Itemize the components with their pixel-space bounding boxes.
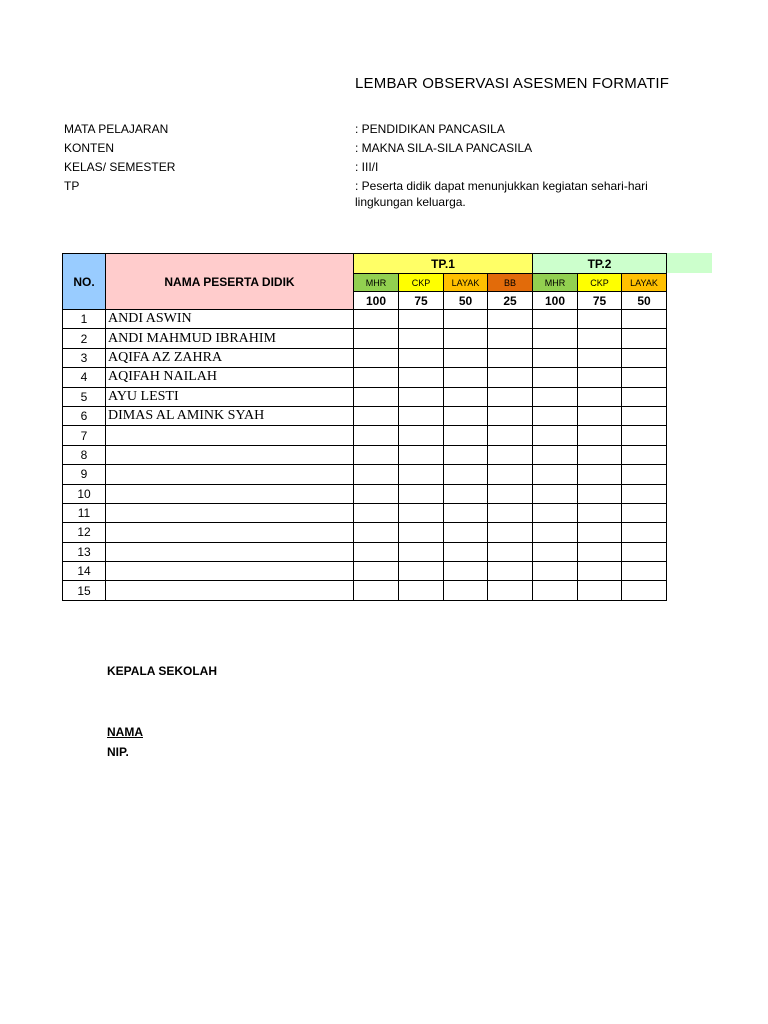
score-cell[interactable] — [488, 503, 533, 522]
observation-table — [62, 253, 667, 601]
score-cell[interactable] — [444, 484, 488, 503]
score-cell[interactable] — [488, 484, 533, 503]
score-cell[interactable] — [578, 542, 622, 561]
table-row — [63, 310, 667, 329]
score-cell[interactable] — [578, 310, 622, 329]
table-row — [63, 562, 667, 581]
table-row — [63, 348, 667, 367]
score-cell[interactable] — [533, 348, 578, 367]
score-cell[interactable] — [354, 503, 399, 522]
score-cell[interactable] — [533, 387, 578, 406]
student-name[interactable]: AQIFAH NAILAH — [106, 368, 354, 387]
score-cell[interactable] — [399, 426, 444, 445]
table-row — [63, 503, 667, 522]
score-cell[interactable] — [578, 484, 622, 503]
meta-value-tp-line2: lingkungan keluarga. — [355, 195, 466, 209]
tp2-ckp-header: CKP — [578, 274, 622, 292]
score-cell[interactable] — [578, 348, 622, 367]
score-cell[interactable] — [488, 562, 533, 581]
score-cell[interactable] — [354, 329, 399, 348]
score-cell[interactable] — [399, 581, 444, 600]
row-number: 8 — [63, 445, 106, 464]
row-number: 4 — [63, 368, 106, 387]
student-name[interactable] — [106, 445, 354, 464]
score-cell[interactable] — [578, 581, 622, 600]
tp2-header-overflow — [667, 253, 712, 273]
row-number: 1 — [63, 310, 106, 329]
tp2-ckp-score: 75 — [578, 292, 622, 310]
score-cell[interactable] — [622, 562, 667, 581]
score-cell[interactable] — [578, 329, 622, 348]
score-cell[interactable] — [622, 406, 667, 425]
student-name[interactable] — [106, 484, 354, 503]
score-cell[interactable] — [354, 523, 399, 542]
score-cell[interactable] — [622, 581, 667, 600]
tp1-bb-header: BB — [488, 274, 533, 292]
row-number: 14 — [63, 562, 106, 581]
student-name[interactable]: ANDI ASWIN — [106, 310, 354, 329]
row-number: 7 — [63, 426, 106, 445]
score-cell[interactable] — [399, 445, 444, 464]
score-cell[interactable] — [488, 581, 533, 600]
row-number: 6 — [63, 406, 106, 425]
score-cell[interactable] — [578, 465, 622, 484]
score-cell[interactable] — [578, 387, 622, 406]
student-name[interactable]: ANDI MAHMUD IBRAHIM — [106, 329, 354, 348]
student-name[interactable] — [106, 426, 354, 445]
score-cell[interactable] — [354, 310, 399, 329]
score-cell[interactable] — [444, 329, 488, 348]
student-name[interactable] — [106, 465, 354, 484]
tp2-layak-score: 50 — [622, 292, 667, 310]
score-cell[interactable] — [578, 503, 622, 522]
score-cell[interactable] — [488, 406, 533, 425]
row-number: 15 — [63, 581, 106, 600]
student-name[interactable] — [106, 581, 354, 600]
score-cell[interactable] — [399, 523, 444, 542]
score-cell[interactable] — [399, 387, 444, 406]
row-number: 3 — [63, 348, 106, 367]
score-cell[interactable] — [578, 445, 622, 464]
score-cell[interactable] — [399, 406, 444, 425]
student-name[interactable] — [106, 542, 354, 561]
score-cell[interactable] — [444, 387, 488, 406]
score-cell[interactable] — [622, 368, 667, 387]
score-cell[interactable] — [578, 523, 622, 542]
student-name[interactable]: DIMAS AL AMINK SYAH — [106, 406, 354, 425]
document-title: LEMBAR OBSERVASI ASESMEN FORMATIF — [355, 75, 670, 92]
header-tp2: TP.2 — [533, 254, 667, 274]
tp1-ckp-header: CKP — [399, 274, 444, 292]
meta-value-subject: : PENDIDIKAN PANCASILA — [355, 122, 505, 136]
score-cell[interactable] — [444, 523, 488, 542]
score-cell[interactable] — [444, 368, 488, 387]
table-row — [63, 465, 667, 484]
score-cell[interactable] — [354, 484, 399, 503]
score-cell[interactable] — [622, 503, 667, 522]
score-cell[interactable] — [533, 368, 578, 387]
tp2-mhr-header: MHR — [533, 274, 578, 292]
score-cell[interactable] — [533, 426, 578, 445]
tp2-mhr-score: 100 — [533, 292, 578, 310]
score-cell[interactable] — [444, 562, 488, 581]
meta-value-tp: : Peserta didik dapat menunjukkan kegiatan sehari-hari — [355, 179, 648, 193]
score-cell[interactable] — [533, 310, 578, 329]
score-cell[interactable] — [399, 542, 444, 561]
score-cell[interactable] — [622, 310, 667, 329]
score-cell[interactable] — [533, 329, 578, 348]
score-cell[interactable] — [354, 562, 399, 581]
score-cell[interactable] — [354, 387, 399, 406]
score-cell[interactable] — [399, 562, 444, 581]
row-number: 11 — [63, 503, 106, 522]
score-cell[interactable] — [444, 445, 488, 464]
score-cell[interactable] — [533, 406, 578, 425]
score-cell[interactable] — [488, 542, 533, 561]
meta-value-class: : III/I — [355, 160, 379, 174]
score-cell[interactable] — [354, 406, 399, 425]
score-cell[interactable] — [622, 426, 667, 445]
header-no: NO. — [63, 254, 106, 310]
score-cell[interactable] — [622, 523, 667, 542]
score-cell[interactable] — [399, 503, 444, 522]
score-cell[interactable] — [444, 426, 488, 445]
meta-value-content: : MAKNA SILA-SILA PANCASILA — [355, 141, 533, 155]
score-cell[interactable] — [399, 310, 444, 329]
tp1-bb-score: 25 — [488, 292, 533, 310]
tp1-layak-header: LAYAK — [444, 274, 488, 292]
score-cell[interactable] — [622, 348, 667, 367]
tp1-ckp-score: 75 — [399, 292, 444, 310]
signature-name: NAMA — [107, 725, 143, 739]
score-cell[interactable] — [354, 368, 399, 387]
score-cell[interactable] — [354, 465, 399, 484]
student-rows — [63, 310, 667, 601]
score-cell[interactable] — [488, 426, 533, 445]
row-number: 13 — [63, 542, 106, 561]
score-cell[interactable] — [533, 445, 578, 464]
score-cell[interactable] — [444, 406, 488, 425]
score-cell[interactable] — [533, 465, 578, 484]
score-cell[interactable] — [444, 310, 488, 329]
row-number: 2 — [63, 329, 106, 348]
score-cell[interactable] — [354, 445, 399, 464]
score-cell[interactable] — [578, 426, 622, 445]
score-cell[interactable] — [488, 465, 533, 484]
meta-label-tp: TP — [64, 179, 80, 193]
table-row — [63, 406, 667, 425]
score-cell[interactable] — [578, 368, 622, 387]
table-row — [63, 523, 667, 542]
score-cell[interactable] — [444, 503, 488, 522]
score-cell[interactable] — [578, 406, 622, 425]
meta-label-class: KELAS/ SEMESTER — [64, 160, 176, 174]
score-cell[interactable] — [533, 562, 578, 581]
score-cell[interactable] — [399, 484, 444, 503]
score-cell[interactable] — [354, 426, 399, 445]
signature-role: KEPALA SEKOLAH — [107, 664, 218, 678]
score-cell[interactable] — [444, 465, 488, 484]
row-number: 5 — [63, 387, 106, 406]
score-cell[interactable] — [533, 581, 578, 600]
table-row — [63, 542, 667, 561]
signature-nip: NIP. — [107, 745, 129, 759]
score-cell[interactable] — [444, 348, 488, 367]
row-number: 9 — [63, 465, 106, 484]
table-row — [63, 387, 667, 406]
score-cell[interactable] — [578, 562, 622, 581]
table-row — [63, 581, 667, 600]
score-cell[interactable] — [354, 542, 399, 561]
score-cell[interactable] — [533, 523, 578, 542]
score-cell[interactable] — [622, 445, 667, 464]
table-row — [63, 426, 667, 445]
header-tp1: TP.1 — [354, 254, 533, 274]
tp1-mhr-score: 100 — [354, 292, 399, 310]
score-cell[interactable] — [444, 542, 488, 561]
score-cell[interactable] — [488, 348, 533, 367]
score-cell[interactable] — [444, 581, 488, 600]
score-cell[interactable] — [354, 348, 399, 367]
score-cell[interactable] — [399, 329, 444, 348]
score-cell[interactable] — [399, 368, 444, 387]
table-row — [63, 368, 667, 387]
header-student-name: NAMA PESERTA DIDIK — [106, 254, 354, 310]
score-cell[interactable] — [622, 329, 667, 348]
score-cell[interactable] — [622, 465, 667, 484]
student-name[interactable] — [106, 503, 354, 522]
score-cell[interactable] — [354, 581, 399, 600]
meta-label-subject: MATA PELAJARAN — [64, 122, 169, 136]
row-number: 12 — [63, 523, 106, 542]
score-cell[interactable] — [533, 503, 578, 522]
score-cell[interactable] — [488, 310, 533, 329]
score-cell[interactable] — [622, 484, 667, 503]
score-cell[interactable] — [399, 465, 444, 484]
row-number: 10 — [63, 484, 106, 503]
tp1-mhr-header: MHR — [354, 274, 399, 292]
table-row — [63, 329, 667, 348]
score-cell[interactable] — [622, 387, 667, 406]
tp2-layak-header: LAYAK — [622, 274, 667, 292]
score-cell[interactable] — [533, 484, 578, 503]
student-name[interactable]: AQIFA AZ ZAHRA — [106, 348, 354, 367]
table-row — [63, 445, 667, 464]
student-name[interactable]: AYU LESTI — [106, 387, 354, 406]
score-cell[interactable] — [399, 348, 444, 367]
tp1-layak-score: 50 — [444, 292, 488, 310]
score-cell[interactable] — [488, 523, 533, 542]
score-cell[interactable] — [488, 329, 533, 348]
score-cell[interactable] — [488, 387, 533, 406]
score-cell[interactable] — [533, 542, 578, 561]
score-cell[interactable] — [488, 445, 533, 464]
table-row — [63, 484, 667, 503]
meta-label-content: KONTEN — [64, 141, 115, 155]
student-name[interactable] — [106, 523, 354, 542]
score-cell[interactable] — [622, 542, 667, 561]
score-cell[interactable] — [488, 368, 533, 387]
student-name[interactable] — [106, 562, 354, 581]
